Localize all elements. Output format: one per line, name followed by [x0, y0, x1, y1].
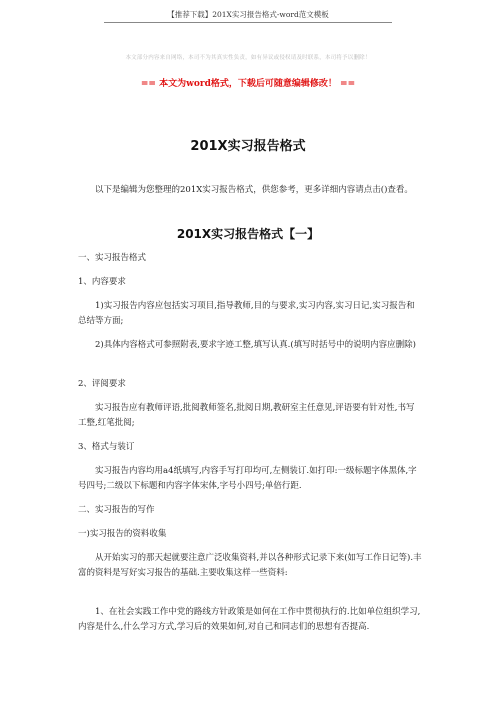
heading-content-requirements: 1、内容要求: [78, 277, 126, 287]
paragraph-material-collection: 从开始实习的那天起就要注意广泛收集资料,并以各种形式记录下来(如写工作日记等).丰富的资料是写好实习报告的基础.主要收集这样一些资料:: [78, 553, 422, 578]
section-heading: 201X实习报告格式【一】: [176, 227, 320, 241]
intro-paragraph: 以下是编辑为您整理的201X实习报告格式，供您参考，更多详细内容请点击()查看。: [95, 185, 413, 195]
heading-format: 一、实习报告格式: [78, 253, 147, 263]
document-title: 201X实习报告格式: [190, 139, 306, 154]
heading-report-writing: 二、实习报告的写作: [78, 505, 155, 515]
disclaimer-text: 本文部分内容来自网络，本司不为其真实性负责，如有异议或侵权请及时联系，本司将予以删除！: [125, 55, 371, 61]
paragraph-practice-policy: 1、在社会实践工作中党的路线方针政策是如何在工作中贯彻执行的.比如单位组织学习,内容是什么,什么学习方式,学习后的效果如何,对自己和同志们的思想有否提高.: [78, 607, 421, 632]
heading-format-binding: 3、格式与装订: [78, 442, 135, 452]
header-divider: [104, 22, 392, 23]
editable-notice: == 本文为word格式，下载后可随意编辑修改！ ==: [140, 79, 356, 89]
page-header-title: 【推荐下载】201X实习报告格式-word范文模板: [167, 10, 329, 19]
heading-material-collection: 一)实习报告的资料收集: [78, 529, 167, 539]
paragraph-content-items: 1)实习报告内容应包括实习项目,指导教师,目的与要求,实习内容,实习日记,实习报告和总结等方面;: [78, 301, 415, 326]
paragraph-format-binding: 实习报告内容均用a4纸填写,内容手写打印均可,左侧装订.如打印:一级标题字体黑体,字号四号;二级以下标题和内容字体宋体,字号小四号;单倍行距.: [78, 466, 417, 491]
heading-review-requirements: 2、评阅要求: [78, 379, 126, 389]
paragraph-format-reference: 2)具体内容格式可参照附表,要求字迹工整,填写认真.(填写时括号中的说明内容应删除): [95, 340, 416, 350]
paragraph-review-details: 实习报告应有教师评语,批阅教师签名,批阅日期,教研室主任意见,评语要有针对性,书写工整,红笔批阅;: [78, 403, 415, 428]
